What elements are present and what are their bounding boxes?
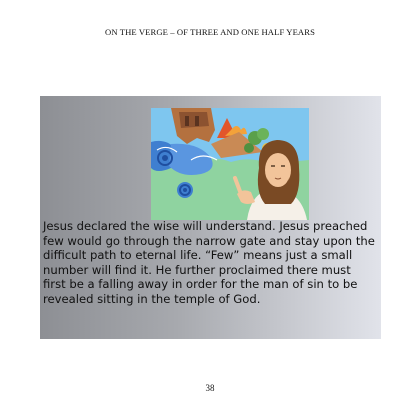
jesus-illustration — [151, 108, 309, 220]
page-number: 38 — [205, 383, 215, 393]
slide-caption: Jesus declared the wise will understand. Jesus preached few would go through the narrow gate and stay upon the difficult path to eternal life. “Few” means just a small number will find it. He further proclaimed there must first be a falling away in order for the man of sin to be revealed sitting in the temple of God. — [43, 219, 375, 306]
running-header: ON THE VERGE – OF THREE AND ONE HALF YEARS — [105, 27, 315, 37]
slide-image — [40, 96, 381, 339]
